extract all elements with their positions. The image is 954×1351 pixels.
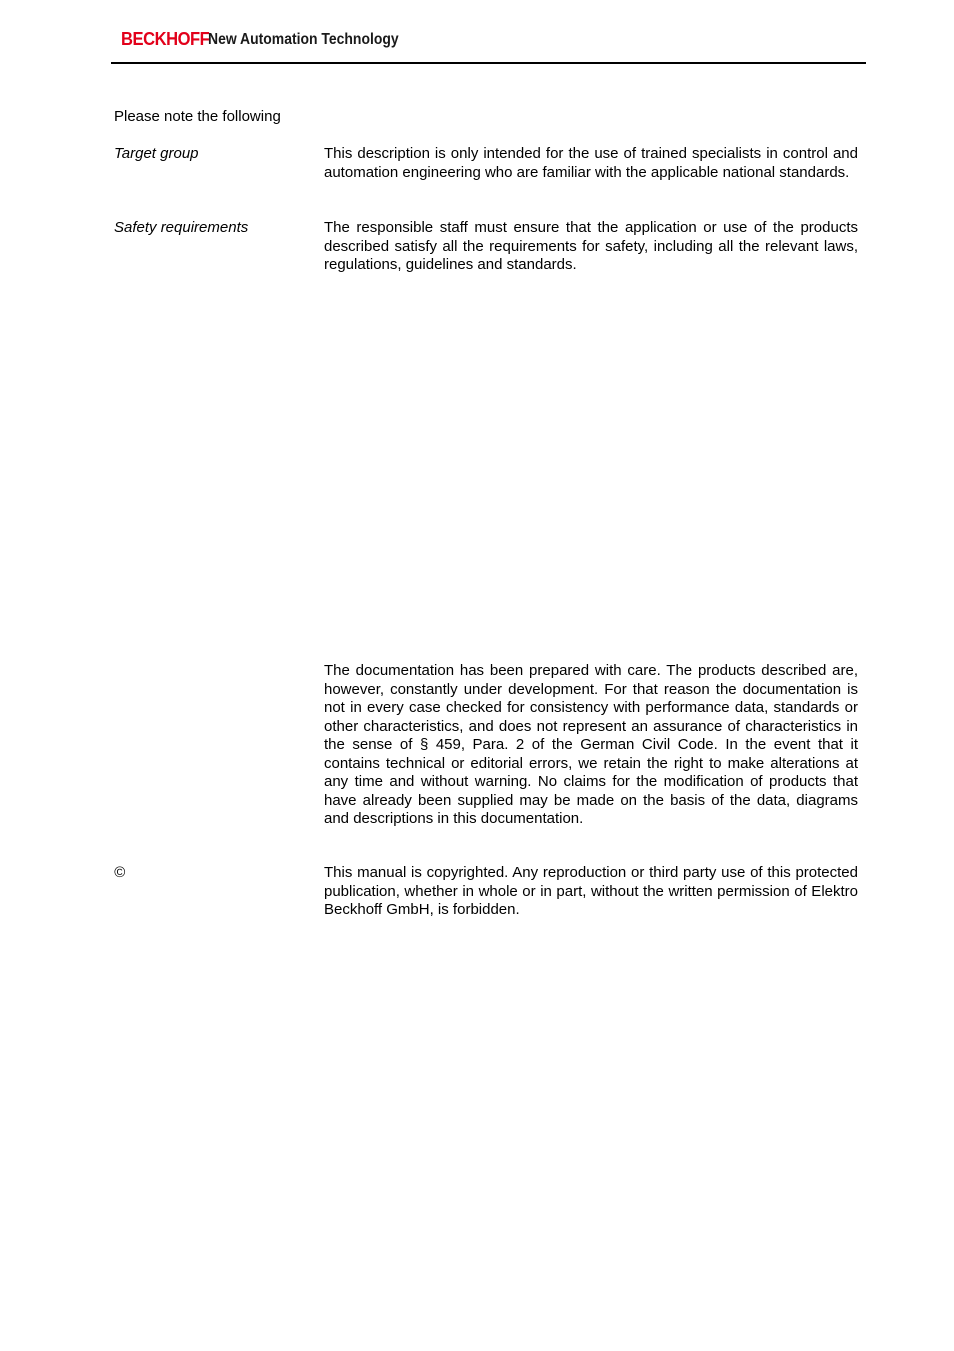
section-text-disclaimer: The documentation has been prepared with care. The products described are, however, constantly under development. For that reason the documentation is not in every case checked for consistency with performance data, standards or other characteristics, and does not represent an assurance of characteristics in the sense of § 459, Para. 2 of the German Civil Code. In the event that it contains technical or editorial errors, we retain the right to make alterations at any time and without warning. No claims for the modification of products that have already been supplied may be made on the basis of the data, diagrams and descriptions in this documentation. bbox=[324, 662, 858, 827]
section-label-target-group: Target group bbox=[114, 145, 199, 162]
section-text-target-group: This description is only intended for the use of trained specialists in control and automation engineering who are familiar with the applicable national standards. bbox=[324, 145, 858, 181]
section-label-safety-requirements: Safety requirements bbox=[114, 219, 249, 236]
section-label-copyright: © bbox=[114, 864, 126, 881]
intro-text: Please note the following bbox=[114, 108, 281, 125]
brand-logo: BECKHOFF bbox=[121, 29, 210, 49]
section-text-copyright: This manual is copyrighted. Any reproduction or third party use of this protected publication, whether in whole or in part, without the written permission of Elektro Beckhoff GmbH, is forbidden. bbox=[324, 864, 858, 918]
section-text-safety-requirements: The responsible staff must ensure that the application or use of the products described satisfy all the requirements for safety, including all the relevant laws, regulations, guidelines and standards. bbox=[324, 219, 858, 273]
brand-tagline: New Automation Technology bbox=[208, 31, 399, 48]
page-header bbox=[111, 26, 866, 64]
